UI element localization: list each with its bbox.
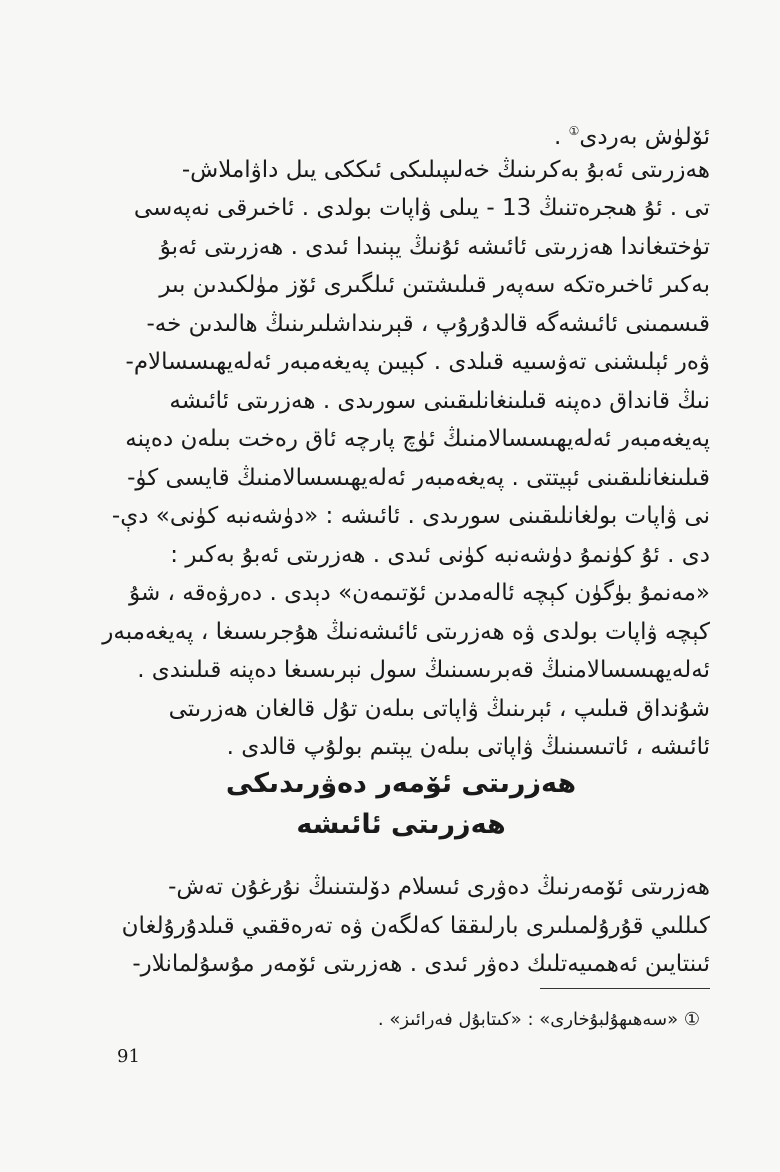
footnote (250, 1009, 700, 1030)
body-line: تى . ئۇ ھىجرەتنىڭ 13 - يىلى ۋاپات بولدى . ئاخىرقى نەپەسى (133, 195, 710, 221)
footnote-ref-marker: ① (568, 124, 580, 138)
body-line: ھەزرىتى ئۆمەرنىڭ دەۋرى ئىسلام دۆلىتىنىڭ نۇرغۇن تەش- (168, 874, 710, 900)
body-line: پەيغەمبەر ئەلەيھىسسالامنىڭ ئۈچ پارچە ئاق رەخت بىلەن دەپنە (125, 426, 710, 452)
body-line: كىللىي قۇرۇلمىلىرى بارلىققا كەلگەن ۋە تەرەققىي قىلدۇرۇلغان (121, 912, 710, 939)
body-line: ئائىشە ، ئاتىسىنىڭ ۋاپاتى بىلەن يېتىم بولۇپ قالدى . (226, 734, 710, 760)
body-line: نىڭ قانداق دەپنە قىلىنغانلىقىنى سورىدى . ھەزرىتى ئائىشە (169, 387, 710, 414)
page-number: 91 (117, 1046, 140, 1067)
body-line: ھەزرىتى ئەبۇ بەكرىنىڭ خەلىپىلىكى ئىككى يىل داۋاملاش- (181, 156, 710, 183)
intro-text: ئۆلۈش بەردى (579, 124, 710, 150)
intro-end: . (553, 124, 569, 150)
body-line: ۋەر ئېلىشنى تەۋسىيە قىلدى . كېيىن پەيغەمبەر ئەلەيھىسسالام- (125, 349, 710, 375)
body-line: تۈختىغاندا ھەزرىتى ئائىشە ئۇنىڭ يېنىدا ئىدى . ھەزرىتى ئەبۇ (159, 233, 710, 260)
body-line: بەكىر ئاخىرەتكە سەپەر قىلىشتىن ئىلگىرى ئۆز مۈلكىدىن بىر (159, 272, 710, 298)
section-heading-line-2: ھەزرىتى ئائىشە (296, 809, 506, 840)
footnote-marker: ① (683, 1009, 700, 1030)
body-line: قىسمىنى ئائىشەگە قالدۇرۇپ ، قېرىنداشلىرىنىڭ ھالىدىن خە- (146, 310, 710, 337)
body-line: قىلىنغانلىقىنى ئېيتتى . پەيغەمبەر ئەلەيھىسسالامنىڭ قايسى كۈ- (127, 464, 710, 491)
body-line: ئەلەيھىسسالامنىڭ قەبرىسىنىڭ سول نېرىسىغا دەپنە قىلىندى . (137, 657, 710, 683)
footnote-text: «سەھىھۇلبۇخارى» : «كىتابۇل فەرائىز» . (377, 1009, 679, 1030)
body-line: ئىنتايىن ئەھمىيەتلىك دەۋر ئىدى . ھەزرىتى ئۆمەر مۇسۇلمانلار- (132, 951, 710, 977)
body-line: نى ۋاپات بولغانلىقىنى سورىدى . ئائىشە : «دۈشەنبە كۈنى» دې- (111, 503, 710, 529)
body-line: شۇنداق قىلىپ ، ئېرىنىڭ ۋاپاتى بىلەن تۇل قالغان ھەزرىتى (168, 695, 710, 722)
body-line: «مەنمۇ بۈگۈن كېچە ئالەمدىن ئۆتىمەن» دېدى . دەرۋەقە ، شۇ (129, 580, 710, 606)
intro-line (92, 112, 710, 151)
body-line: دى . ئۇ كۈنمۇ دۈشەنبە كۈنى ئىدى . ھەزرىتى ئەبۇ بەكىر : (170, 541, 710, 568)
footnote-divider (540, 988, 710, 989)
body-line: كېچە ۋاپات بولدى ۋە ھەزرىتى ئائىشەنىڭ ھۇجرىسىغا ، پەيغەمبەر (102, 618, 710, 645)
section-heading-line-1: ھەزرىتى ئۆمەر دەۋرىدىكى (225, 768, 577, 799)
body-text (92, 112, 710, 767)
section2-text (92, 868, 710, 984)
